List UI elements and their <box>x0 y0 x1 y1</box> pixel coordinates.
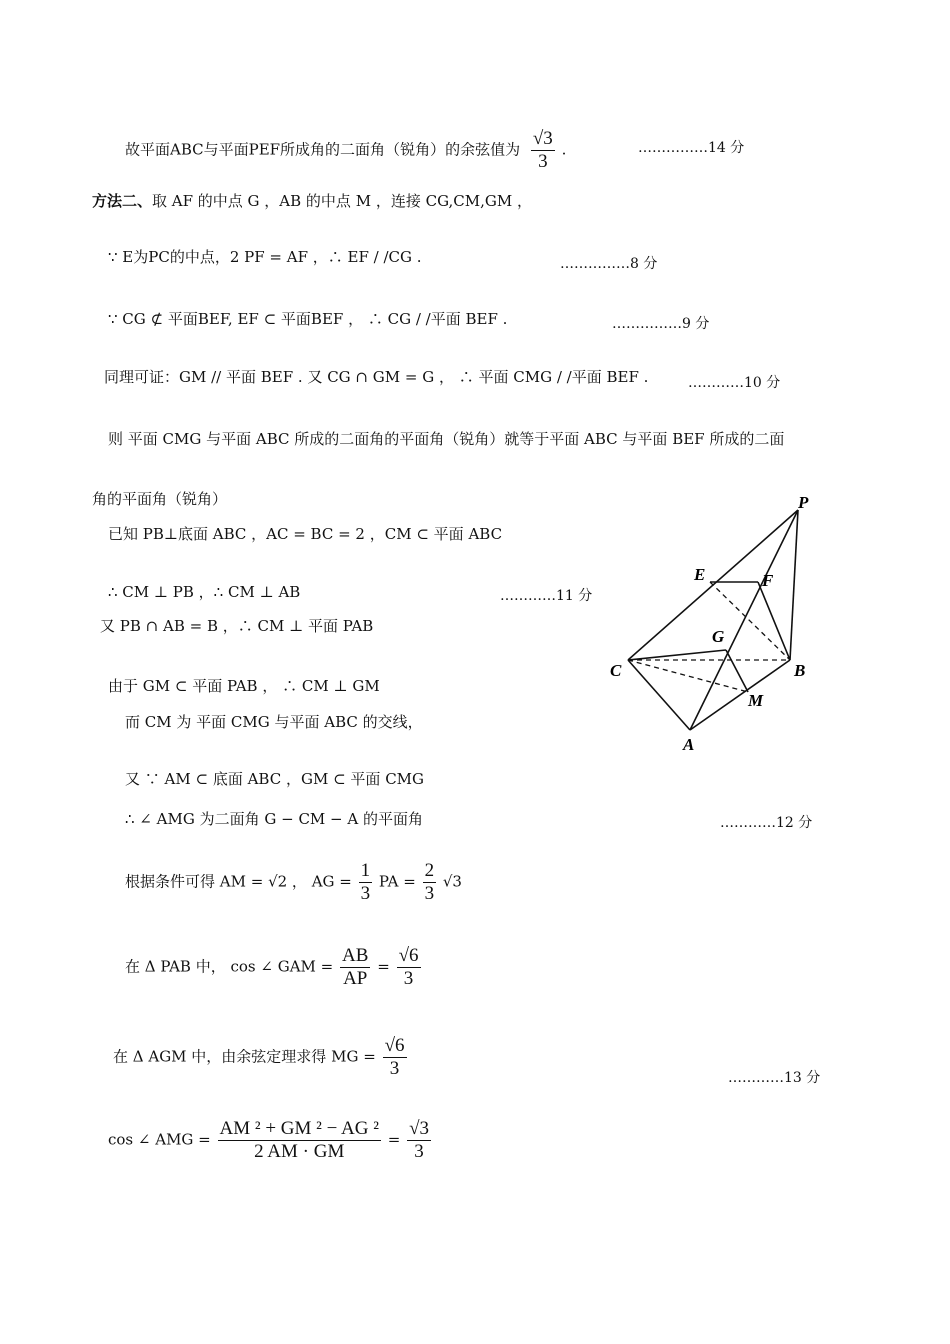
label-a: A <box>683 735 695 754</box>
line-text: ∴ CM ⊥ PB ，∴ CM ⊥ AB <box>108 583 301 601</box>
label-m: M <box>748 691 764 710</box>
line-text: ∴ ∠ AMG 为二面角 G − CM − A 的平面角 <box>125 810 423 828</box>
denominator: 3 <box>403 967 414 989</box>
numerator: AB <box>342 945 369 966</box>
line-text: 角的平面角（锐角） <box>92 490 228 508</box>
label-b: B <box>794 661 806 680</box>
line-text: 同理可证：GM // 平面 BEF . 又 CG ∩ GM = G ， ∴ 平面 CMG / /平面 BEF . <box>104 368 649 386</box>
line-text: 则 平面 CMG 与平面 ABC 所成的二面角的平面角（锐角）就等于平面 ABC 与平面 BEF 所成的二面 <box>108 430 785 448</box>
label-g: G <box>712 627 725 646</box>
denominator: 3 <box>538 150 548 172</box>
denominator: 3 <box>424 882 435 904</box>
numerator: √3 <box>532 128 553 149</box>
line-text: cos ∠ AMG = <box>108 1130 211 1149</box>
equals: = <box>377 957 390 976</box>
figure-dashed-edges <box>628 582 790 692</box>
line-text: 又 ∵ AM ⊂ 底面 ABC ，GM ⊂ 平面 CMG <box>125 770 425 788</box>
equals: = <box>387 1130 401 1149</box>
line-cosine-result <box>125 128 566 173</box>
denominator: 3 <box>414 1140 424 1162</box>
line-cos-amg <box>108 1118 433 1163</box>
line-ef-parallel-cg <box>108 248 422 266</box>
line-text: 在 Δ AGM 中，由余弦定理求得 <box>113 1047 327 1066</box>
label-p: P <box>798 493 809 512</box>
numerator: 1 <box>360 860 371 881</box>
fraction-sqrt3-over-3 <box>531 128 555 173</box>
line-text: 故平面ABC与平面PEF所成角的二面角（锐角）的余弦值为 <box>125 140 521 159</box>
line-text: 又 PB ∩ AB = B ，∴ CM ⊥ 平面 PAB <box>100 617 374 635</box>
fraction-sqrt3-over-3 <box>407 1118 431 1163</box>
score-12: …………12 分 <box>720 815 813 831</box>
edge-ca <box>628 660 690 730</box>
line-planes-parallel <box>104 368 648 386</box>
score-9: ……………9 分 <box>612 316 710 332</box>
label-f: F <box>762 571 774 590</box>
line-method-two <box>92 192 532 210</box>
mg-label: MG = <box>331 1047 376 1066</box>
score-11: …………11 分 <box>500 588 593 604</box>
edge-gm <box>726 650 748 692</box>
line-given <box>108 525 502 543</box>
line-text: ∵ E为PC的中点，2 PF = AF ，∴ EF / /CG . <box>108 248 422 266</box>
line-dihedral-continued <box>92 490 227 508</box>
fraction-two-thirds <box>423 860 437 905</box>
fraction-ab-ap <box>340 945 370 990</box>
line-text: 而 CM 为 平面 CMG 与平面 ABC 的交线， <box>125 713 423 731</box>
edge-fb <box>758 582 790 660</box>
fraction-sqrt6-over-3 <box>397 945 421 990</box>
edge-cg <box>628 650 726 660</box>
score-13: …………13 分 <box>728 1070 821 1086</box>
denominator: 3 <box>360 882 371 904</box>
score-8: ……………8 分 <box>560 256 658 272</box>
line-text: 已知 PB⊥底面 ABC ，AC = BC = 2 ，CM ⊂ 平面 ABC <box>108 525 503 543</box>
line-text: 由于 GM ⊂ 平面 PAB ， ∴ CM ⊥ GM <box>108 677 380 695</box>
score-10: …………10 分 <box>688 375 781 391</box>
numerator: √3 <box>409 1118 430 1139</box>
line-cos-gam <box>125 945 423 990</box>
label-e: E <box>694 565 706 584</box>
period: . <box>561 140 567 159</box>
line-text: 取 AF 的中点 G ，AB 的中点 M ，连接 CG,CM,GM ， <box>152 192 533 210</box>
line-text: PA = <box>378 872 416 891</box>
edge-cp <box>628 510 798 660</box>
numerator: 2 <box>424 860 435 881</box>
score-14: ……………14 分 <box>638 140 745 156</box>
numerator: AM ² + GM ² − AG ² <box>219 1118 379 1139</box>
line-cm-perp-gm <box>108 677 380 695</box>
fraction-sqrt6-over-3 <box>383 1035 407 1080</box>
edge-cm-hidden <box>628 660 748 692</box>
edge-ab <box>690 660 790 730</box>
figure-solid-edges <box>628 510 798 730</box>
denominator: 3 <box>389 1057 400 1079</box>
line-text: 根据条件可得 AM = √2 ， AG = <box>125 872 352 891</box>
fraction-cosine-law <box>218 1118 381 1163</box>
edge-eb-hidden <box>710 582 790 660</box>
line-dihedral-equal <box>108 430 784 448</box>
denominator: 2 AM · GM <box>254 1140 345 1162</box>
line-cm-perp <box>108 583 300 601</box>
line-am-ag-values <box>125 860 462 905</box>
numerator: √6 <box>398 945 419 966</box>
denominator: AP <box>343 967 368 989</box>
line-mg-value <box>113 1035 409 1080</box>
fraction-one-third <box>359 860 373 905</box>
line-text: √3 <box>442 872 462 891</box>
method-heading: 方法二、 <box>92 192 153 210</box>
line-text: ∵ CG ⊄ 平面BEF, EF ⊂ 平面BEF ， ∴ CG / /平面 BEF . <box>108 310 508 328</box>
line-text: 在 Δ PAB 中， cos ∠ GAM = <box>125 957 334 976</box>
edge-ap <box>690 510 798 730</box>
line-cg-parallel-plane <box>108 310 507 328</box>
line-am-gm-planes <box>125 770 424 788</box>
numerator: √6 <box>384 1035 405 1056</box>
line-plane-angle <box>125 810 423 828</box>
line-cm-perp-plane <box>100 617 373 635</box>
edge-pb <box>790 510 798 660</box>
line-intersection <box>125 713 423 731</box>
label-c: C <box>610 661 622 680</box>
